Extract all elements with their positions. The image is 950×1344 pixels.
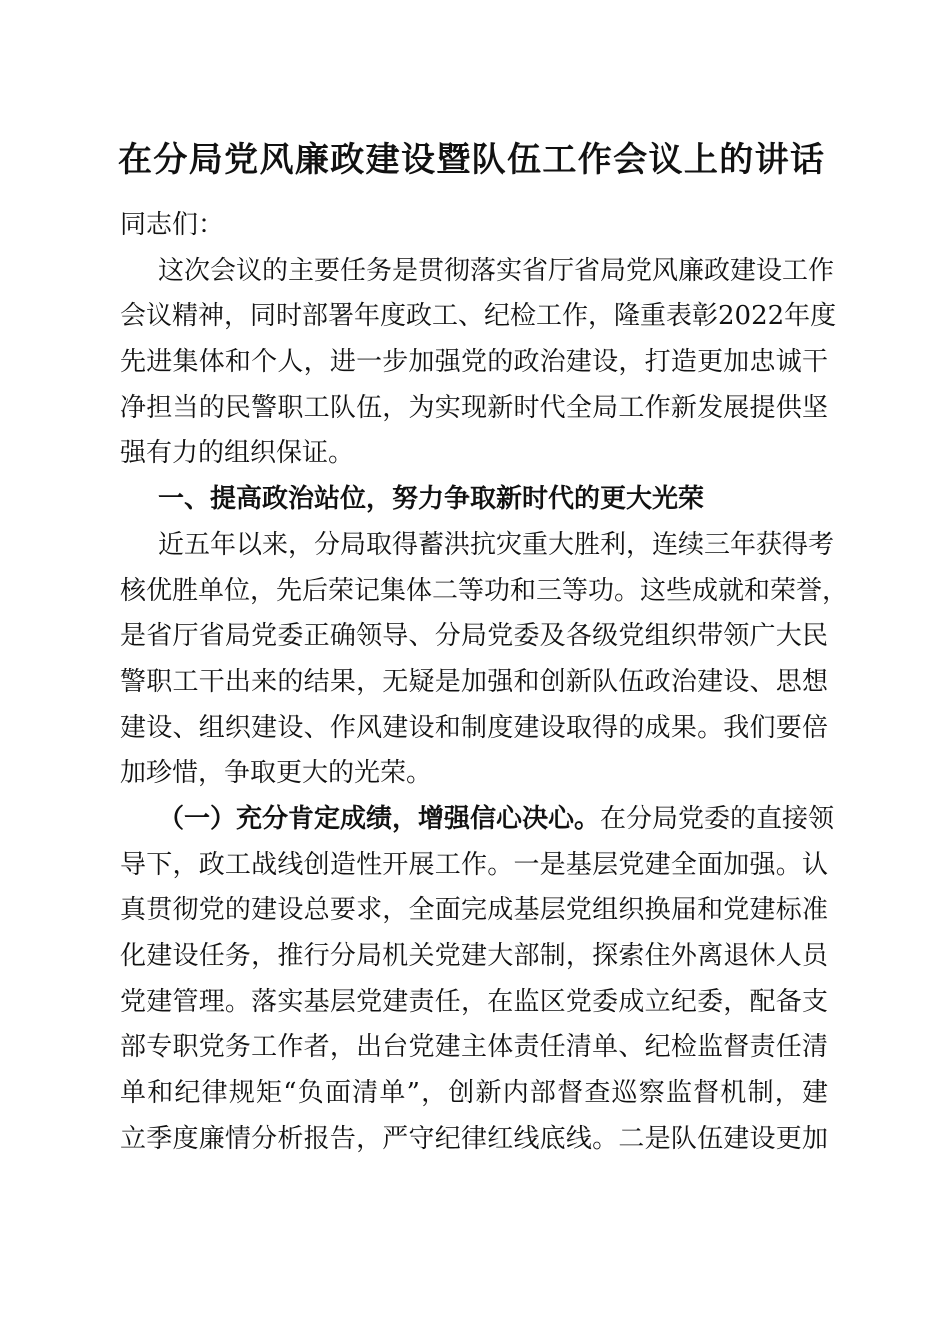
paragraph-line: 近五年以来，分局取得蓄洪抗灾重大胜利，连续三年获得考 bbox=[158, 529, 835, 560]
section-heading: 一、提高政治站位，努力争取新时代的更大光荣 bbox=[158, 484, 705, 515]
subsection-heading: （一）充分肯定成绩，增强信心决心。 bbox=[158, 803, 601, 834]
paragraph-line: 立季度廉情分析报告，严守纪律红线底线。二是队伍建设更加 bbox=[120, 1123, 828, 1154]
paragraph-line: 净担当的民警职工队伍，为实现新时代全局工作新发展提供坚 bbox=[120, 392, 828, 423]
paragraph-line: 核优胜单位，先后荣记集体二等功和三等功。这些成就和荣誉， bbox=[120, 575, 849, 606]
paragraph-line: 警职工干出来的结果，无疑是加强和创新队伍政治建设、思想 bbox=[120, 666, 828, 697]
paragraph-line: 建设、组织建设、作风建设和制度建设取得的成果。我们要倍 bbox=[120, 712, 828, 743]
paragraph-line: 会议精神，同时部署年度政工、纪检工作，隆重表彰2022年度 bbox=[120, 301, 837, 332]
paragraph-line: 加珍惜，争取更大的光荣。 bbox=[120, 758, 433, 789]
paragraph-line: 这次会议的主要任务是贯彻落实省厅省局党风廉政建设工作 bbox=[158, 255, 835, 286]
paragraph-line: 先进集体和个人，进一步加强党的政治建设，打造更加忠诚干 bbox=[120, 347, 828, 378]
paragraph-line: 部专职党务工作者，出台党建主体责任清单、纪检监督责任清 bbox=[120, 1032, 828, 1063]
salutation: 同志们： bbox=[120, 210, 225, 240]
paragraph-text: 在分局党委的直接领 bbox=[600, 803, 835, 834]
paragraph-line: 化建设任务，推行分局机关党建大部制，探索住外离退休人员 bbox=[120, 941, 828, 971]
paragraph-line: 真贯彻党的建设总要求，全面完成基层党组织换届和党建标准 bbox=[120, 895, 828, 926]
paragraph-line: 导下，政工战线创造性开展工作。一是基层党建全面加强。认 bbox=[120, 849, 828, 880]
paragraph-line bbox=[120, 797, 835, 843]
document-body bbox=[120, 203, 849, 1162]
paragraph-line: 强有力的组织保证。 bbox=[120, 438, 355, 469]
paragraph-line: 单和纪律规矩“负面清单”，创新内部督查巡察监督机制，建 bbox=[120, 1078, 828, 1109]
paragraph-line: 党建管理。落实基层党建责任，在监区党委成立纪委，配备支 bbox=[120, 986, 828, 1017]
document-title: 在分局党风廉政建设暨队伍工作会议上的讲话 bbox=[118, 140, 824, 180]
paragraph-line: 是省厅省局党委正确领导、分局党委及各级党组织带领广大民 bbox=[120, 621, 828, 652]
